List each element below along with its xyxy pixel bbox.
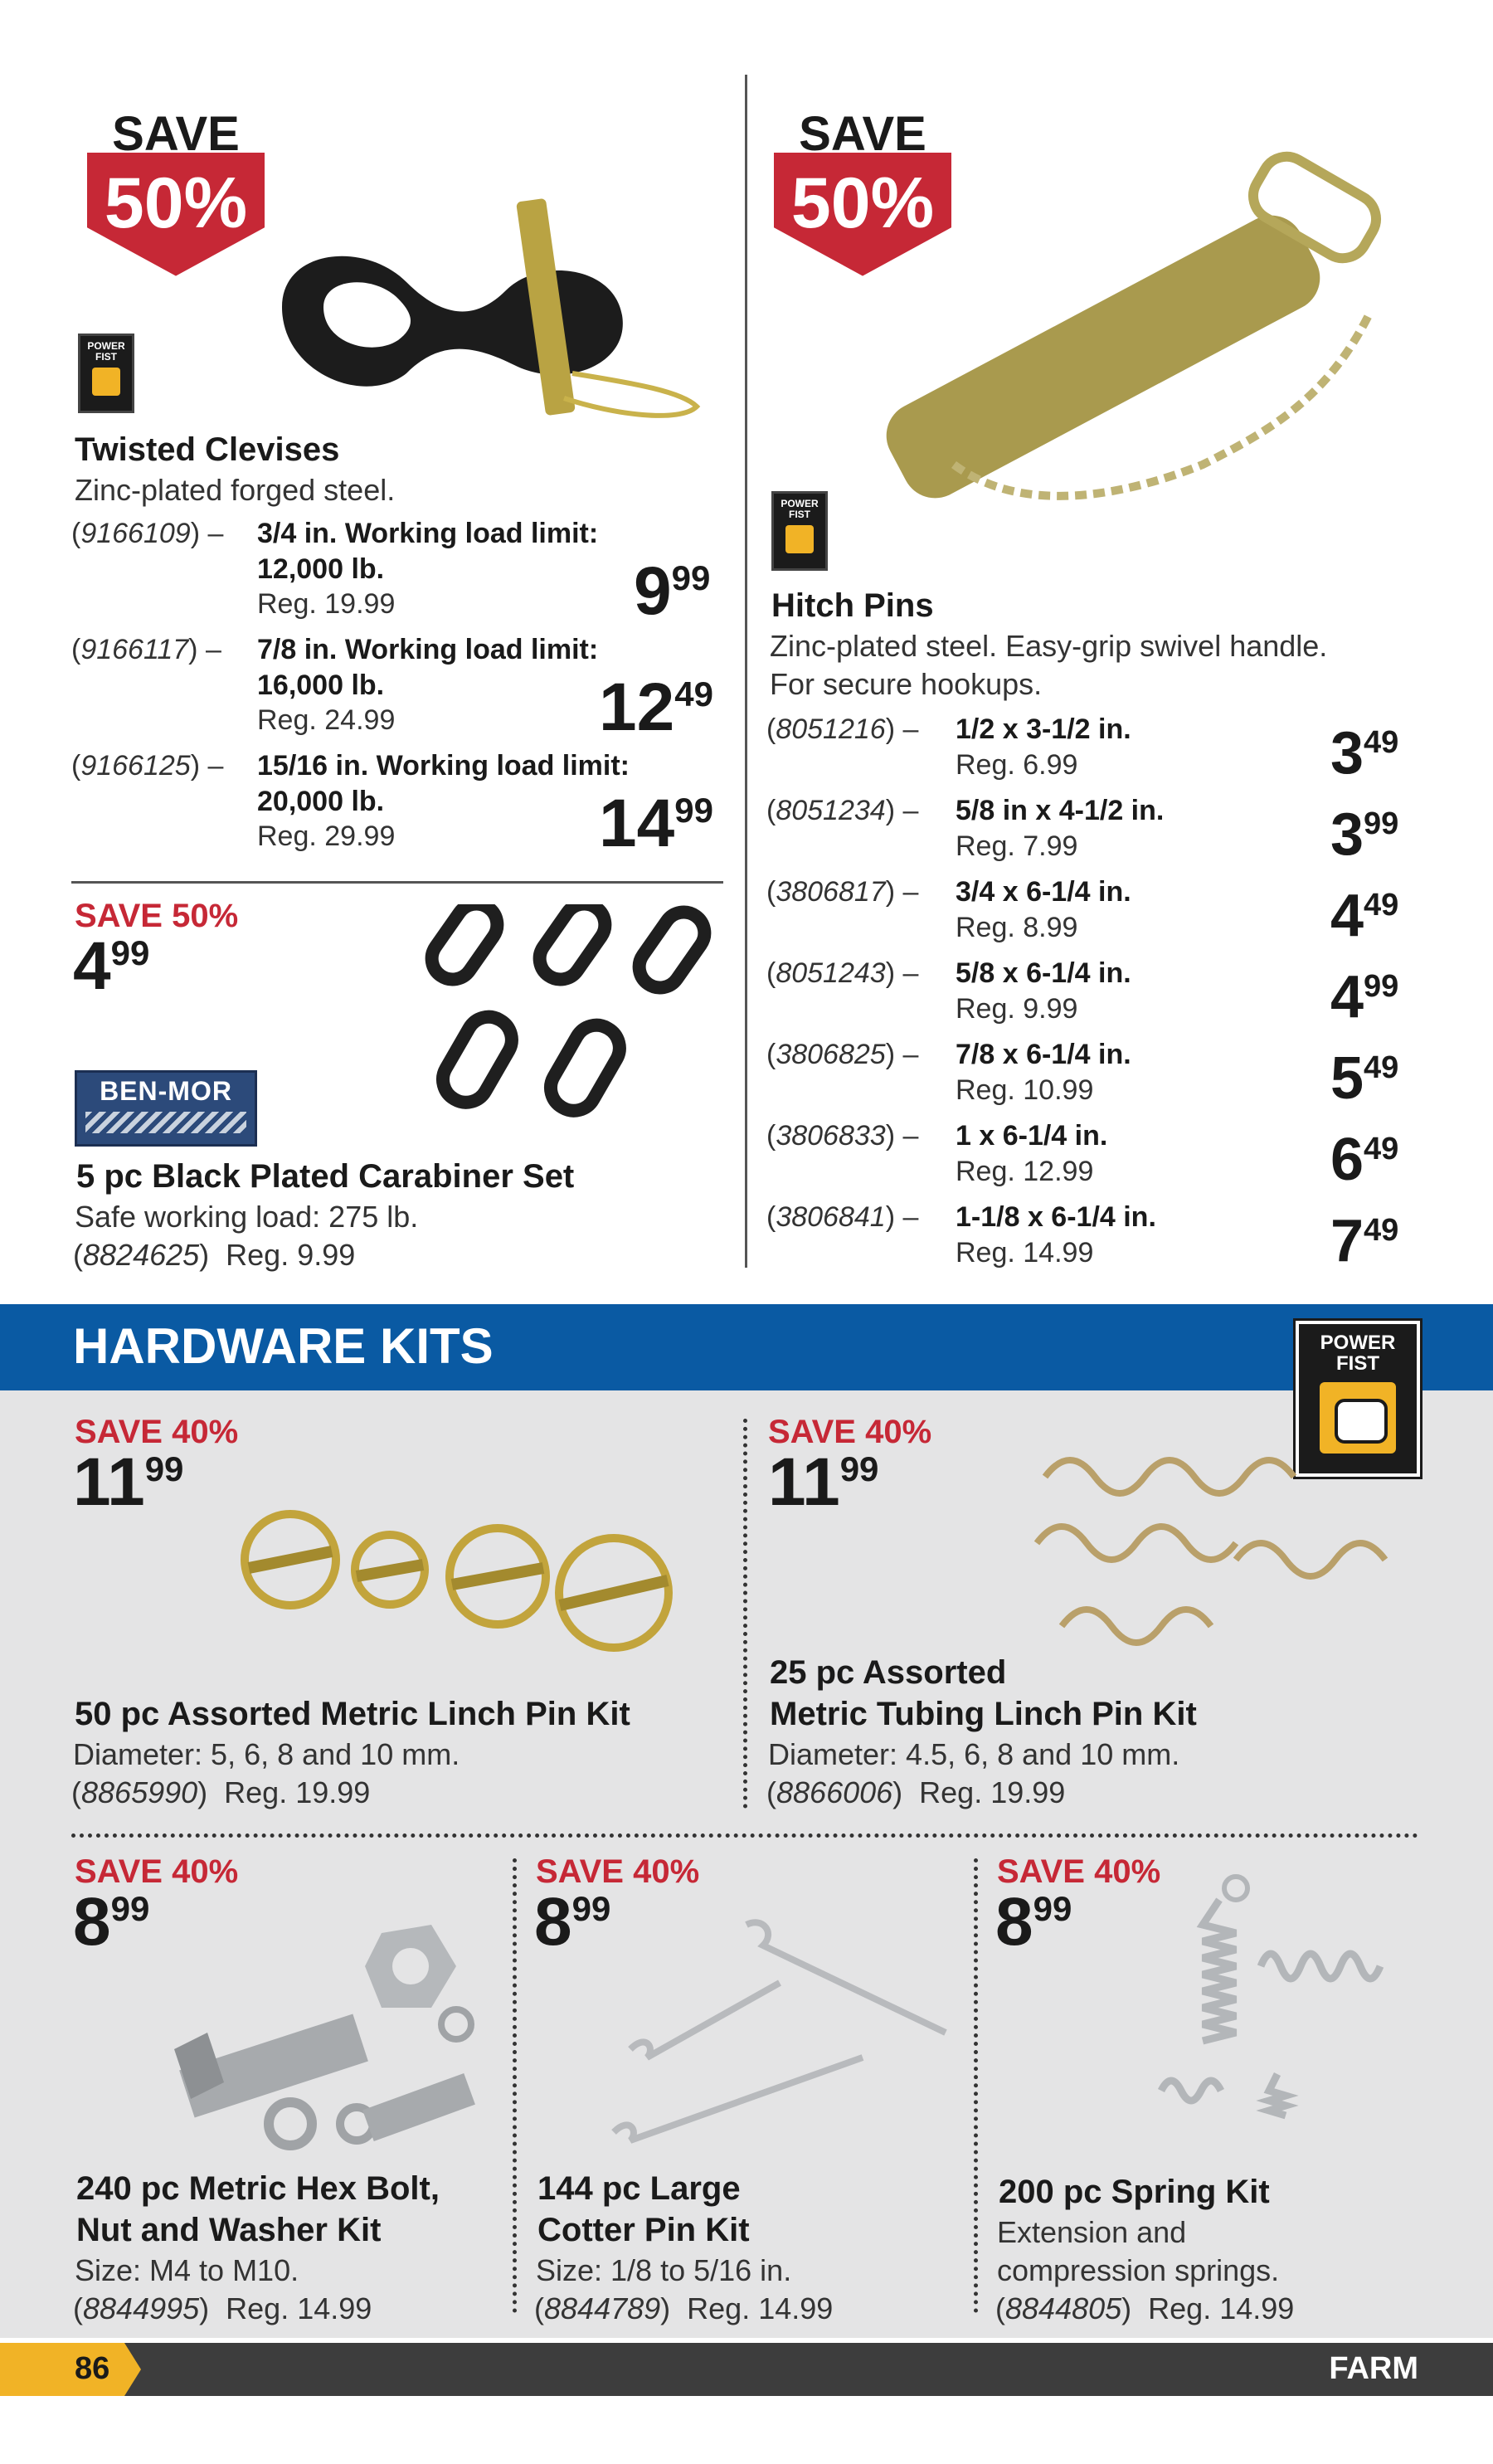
kit-title: 50 pc Assorted Metric Linch Pin Kit [75,1696,630,1732]
sku: 3806817 [776,876,886,908]
reg-price: Reg. 19.99 [919,1775,1066,1809]
brand-label: POWER FIST [87,340,125,363]
hitch-price-1: 349 [1330,720,1399,786]
clevis-price-2: 1249 [599,670,713,745]
reg-price: Reg. 29.99 [257,821,396,852]
kit-price: 899 [534,1884,611,1960]
product-desc: Safe working load: 275 lb. [75,1200,419,1234]
product-desc: Zinc-plated forged steel. [75,473,396,507]
page-number-tab [0,2343,141,2396]
save-label: SAVE 40% [75,1853,239,1890]
reg-price: Reg. 24.99 [257,704,396,736]
reg-price: Reg. 7.99 [956,830,1078,862]
kit-title-2: Cotter Pin Kit [537,2212,750,2248]
hitch-row-4-spec [956,956,1131,1026]
sku: 3806841 [776,1201,886,1233]
kit-desc: Diameter: 5, 6, 8 and 10 mm. [73,1737,460,1771]
section-name: FARM [1329,2351,1418,2386]
kit-price: 899 [995,1884,1072,1960]
sku: 3806825 [776,1039,886,1070]
save-badge-label: SAVE [799,107,926,161]
sku: 8866006 [776,1775,893,1809]
kit-title-1: 144 pc Large [537,2170,741,2207]
product-desc-2: For secure hookups. [770,667,1043,701]
clevis-row-3-spec [257,748,630,855]
sku-line: (8824625) Reg. 9.99 [73,1238,356,1272]
spec-line-1: 15/16 in. Working load limit: [257,750,630,782]
hitch-price-5: 549 [1330,1045,1399,1112]
reg-price: Reg. 14.99 [687,2291,834,2325]
rope-icon [85,1112,246,1133]
clevis-row-1-spec [257,516,598,622]
sku: 8844995 [83,2291,200,2325]
sku-line: (8844995) Reg. 14.99 [73,2291,372,2325]
ben-mor-logo [75,1070,257,1147]
reg-price: Reg. 10.99 [956,1074,1094,1106]
kit-desc: Size: 1/8 to 5/16 in. [536,2253,792,2287]
power-fist-logo [78,334,134,413]
dotted-divider [71,1833,1418,1838]
spec: 1/2 x 3-1/2 in. [956,713,1131,745]
kit-title: 200 pc Spring Kit [999,2174,1270,2210]
sku-line: (8865990) Reg. 19.99 [71,1775,371,1809]
brand-label: BEN-MOR [100,1076,232,1106]
spring-image [1095,1867,1427,2165]
kit-title-2: Nut and Washer Kit [76,2212,382,2248]
spec: 3/4 x 6-1/4 in. [956,876,1131,908]
save-badge-percent: 50% [790,163,935,243]
hardware-kits-banner [0,1304,1493,1390]
hitch-row-4: (8051243) – [766,957,919,989]
kit-title-1: 240 pc Metric Hex Bolt, [76,2170,440,2207]
kit-desc-1: Extension and [997,2215,1187,2249]
clevis-row-2-spec [257,632,598,738]
sku: 9166125 [80,750,191,782]
save-badge-label: SAVE [112,107,240,161]
sku: 8051216 [776,713,886,745]
sku: 8051234 [776,795,886,826]
clevis-row-2: (9166117) – [71,634,221,665]
hitch-price-3: 449 [1330,883,1399,949]
spec-line-1: 7/8 in. Working load limit: [257,634,599,665]
kit-desc: Size: M4 to M10. [75,2253,299,2287]
hitch-row-5-spec [956,1037,1131,1108]
power-fist-logo [771,491,828,571]
column-divider [745,75,747,1268]
fist-icon [92,368,120,396]
spec-line-1: 3/4 in. Working load limit: [257,518,599,549]
save-label: SAVE 40% [768,1414,932,1450]
carabiner-price: 499 [73,928,150,1004]
page-number: 86 [75,2351,110,2386]
sku: 3806833 [776,1120,886,1152]
sku: 9166109 [80,518,191,549]
kit-desc-2: compression springs. [997,2253,1280,2287]
spec-line-2: 20,000 lb. [257,785,385,817]
hitch-row-7-spec [956,1200,1156,1270]
carabiner-image [406,904,738,1145]
spec: 5/8 x 6-1/4 in. [956,957,1131,989]
product-title: 5 pc Black Plated Carabiner Set [76,1158,575,1195]
tubing-pin-image [1029,1427,1393,1676]
linch-pin-image [232,1493,697,1659]
reg-price: Reg. 12.99 [956,1155,1094,1187]
save-label: SAVE 40% [536,1853,700,1890]
hitch-row-2-spec [956,793,1164,864]
brand-label: POWER FIST [1320,1332,1396,1376]
hitch-price-2: 399 [1330,801,1399,868]
kit-price: 1199 [73,1444,184,1520]
kit-price: 899 [73,1884,150,1960]
hitch-row-6-spec [956,1118,1107,1189]
sku: 8824625 [83,1238,200,1272]
hitch-row-7: (3806841) – [766,1201,919,1233]
hitch-row-5: (3806825) – [766,1039,919,1070]
hitch-row-2: (8051234) – [766,795,919,826]
save-label: SAVE 40% [997,1853,1161,1890]
hitch-price-4: 499 [1330,964,1399,1030]
clevis-row-3: (9166125) – [71,750,224,782]
reg-price: Reg. 9.99 [226,1238,356,1272]
reg-price: Reg. 19.99 [257,588,396,620]
hitch-row-6: (3806833) – [766,1120,919,1152]
hitch-price-6: 649 [1330,1127,1399,1193]
spec: 7/8 x 6-1/4 in. [956,1039,1131,1070]
hitch-price-7: 749 [1330,1208,1399,1274]
hex-bolt-image [166,1916,498,2157]
kit-title-1: 25 pc Assorted [770,1654,1007,1691]
reg-price: Reg. 19.99 [224,1775,371,1809]
reg-price: Reg. 14.99 [226,2291,372,2325]
sku: 9166117 [80,634,189,665]
spec: 1 x 6-1/4 in. [956,1120,1108,1152]
kit-title-2: Metric Tubing Linch Pin Kit [770,1696,1197,1732]
hitch-pin-image [854,149,1452,539]
kit-desc: Diameter: 4.5, 6, 8 and 10 mm. [768,1737,1180,1771]
spec: 5/8 in x 4-1/2 in. [956,795,1165,826]
sku: 8844789 [544,2291,661,2325]
dotted-divider [513,1858,517,2313]
product-title: Twisted Clevises [75,431,340,468]
reg-price: Reg. 9.99 [956,992,1078,1025]
hitch-row-1: (8051216) – [766,713,919,745]
reg-price: Reg. 14.99 [1148,2291,1295,2325]
hitch-row-1-spec [956,712,1131,782]
dotted-divider [974,1858,978,2313]
divider [71,881,723,884]
sku-line: (8844789) Reg. 14.99 [534,2291,834,2325]
spec-line-2: 12,000 lb. [257,553,385,585]
cotter-pin-image [597,1908,962,2157]
brand-label: POWER FIST [781,498,819,521]
hitch-row-3: (3806817) – [766,876,919,908]
clevis-price-3: 1499 [599,786,713,861]
footer-bar [0,2343,1493,2396]
sku-line: (8844805) Reg. 14.99 [995,2291,1295,2325]
spec: 1-1/8 x 6-1/4 in. [956,1201,1156,1233]
save-label: SAVE 50% [75,898,239,934]
kit-price: 1199 [768,1444,879,1520]
sku: 8051243 [776,957,886,989]
reg-price: Reg. 6.99 [956,748,1078,781]
product-desc-1: Zinc-plated steel. Easy-grip swivel handle. [770,629,1328,663]
reg-price: Reg. 8.99 [956,911,1078,943]
fist-icon [785,525,814,553]
clevis-image [265,183,730,448]
clevis-price-1: 999 [634,553,711,629]
product-title: Hitch Pins [771,587,934,624]
section-heading: HARDWARE KITS [73,1318,494,1374]
sku-line: (8866006) Reg. 19.99 [766,1775,1066,1809]
reg-price: Reg. 14.99 [956,1236,1094,1269]
save-label: SAVE 40% [75,1414,239,1450]
dotted-divider [743,1419,747,1809]
spec-line-2: 16,000 lb. [257,669,385,701]
sku: 8865990 [81,1775,198,1809]
clevis-row-1: (9166109) – [71,518,224,549]
hitch-row-3-spec [956,874,1131,945]
save-badge-percent: 50% [104,163,248,243]
sku: 8844805 [1005,2291,1122,2325]
